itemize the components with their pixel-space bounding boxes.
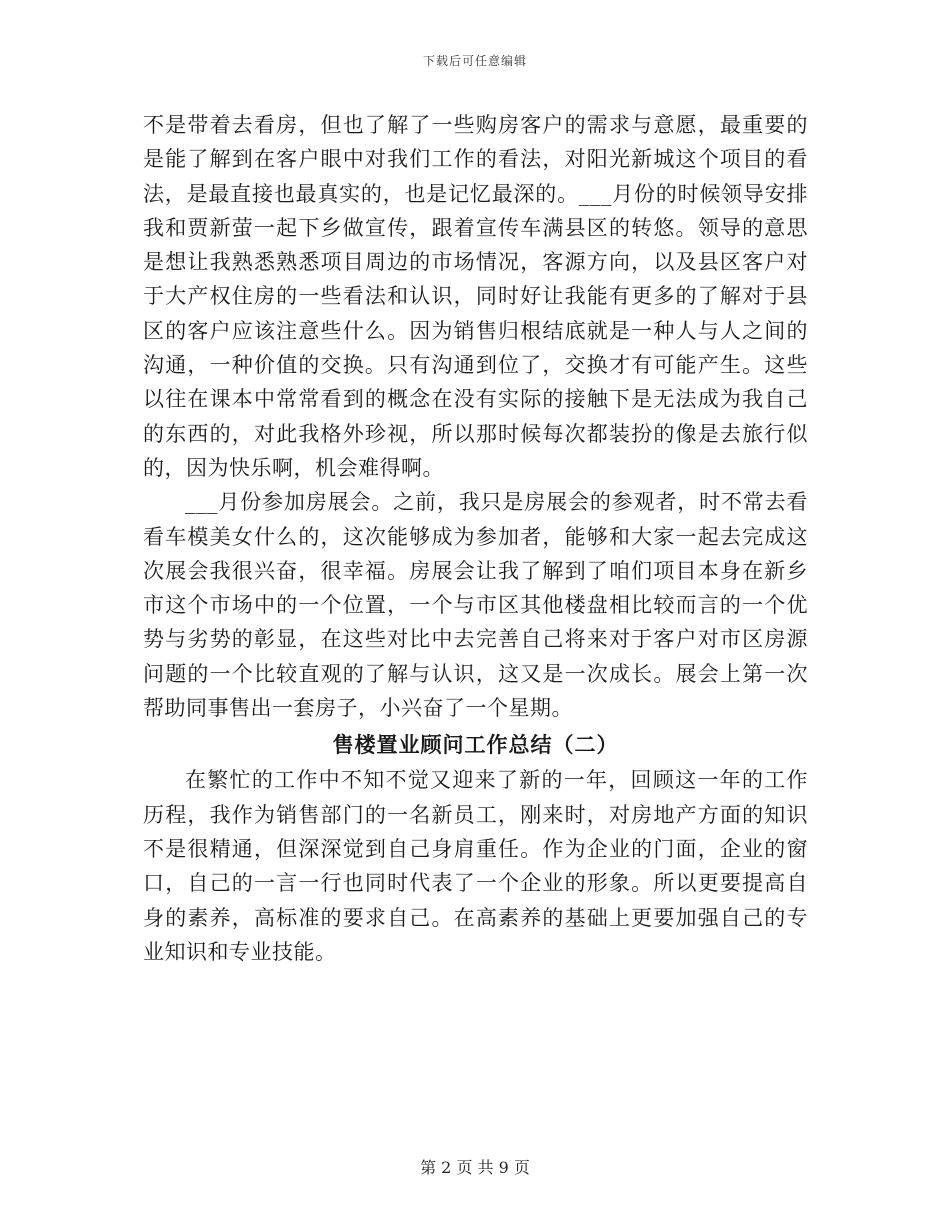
document-body xyxy=(143,108,808,969)
body-paragraph-1: 不是带着去看房，但也了解了一些购房客户的需求与意愿，最重要的是能了解到在客户眼中对我们工作的看法，对阳光新城这个项目的看法，是最直接也最真实的，也是记忆最深的。___月份的时候领导安排我和贾新萤一起下乡做宣传，跟着宣传车满县区的转悠。领导的意思是想让我熟悉熟悉项目周边的市场情况，客源方向，以及县区客户对于大产权住房的一些看法和认识，同时好让我能有更多的了解对于县区的客户应该注意些什么。因为销售归根结底就是一种人与人之间的沟通，一种价值的交换。只有沟通到位了，交换才有可能产生。这些以往在课本中常常看到的概念在没有实际的接触下是无法成为我自己的东西的，对此我格外珍视，所以那时候每次都装扮的像是去旅行似的，因为快乐啊，机会难得啊。 xyxy=(143,113,808,480)
section-paragraph-1: 在繁忙的工作中不知不觉又迎来了新的一年，回顾这一年的工作历程，我作为销售部门的一名新员工，刚来时，对房地产方面的知识不是很精通，但深深觉到自己身肩重任。作为企业的门面，企业的窗口，自己的一言一行也同时代表了一个企业的形象。所以更要提高自身的素养，高标准的要求自己。在高素养的基础上更要加强自己的专业知识和专业技能。 xyxy=(143,768,808,964)
section-title: 售楼置业顾问工作总结（二） xyxy=(332,733,619,758)
page-header: 下载后可任意编辑 xyxy=(422,54,527,68)
page-number: 第 2 页 共 9 页 xyxy=(420,1158,530,1177)
body-paragraph-2: ___月份参加房展会。之前，我只是房展会的参观者，时不常去看看车模美女什么的，这次能够成为参加者，能够和大家一起去完成这次展会我很兴奋，很幸福。房展会让我了解到了咱们项目本身在新乡市这个市场中的一个位置，一个与市区其他楼盘相比较而言的一个优势与劣势的彰显，在这些对比中去完善自己将来对于客户对市区房源问题的一个比较直观的了解与认识，这又是一次成长。展会上第一次帮助同事售出一套房子，小兴奋了一个星期。 xyxy=(143,490,808,721)
